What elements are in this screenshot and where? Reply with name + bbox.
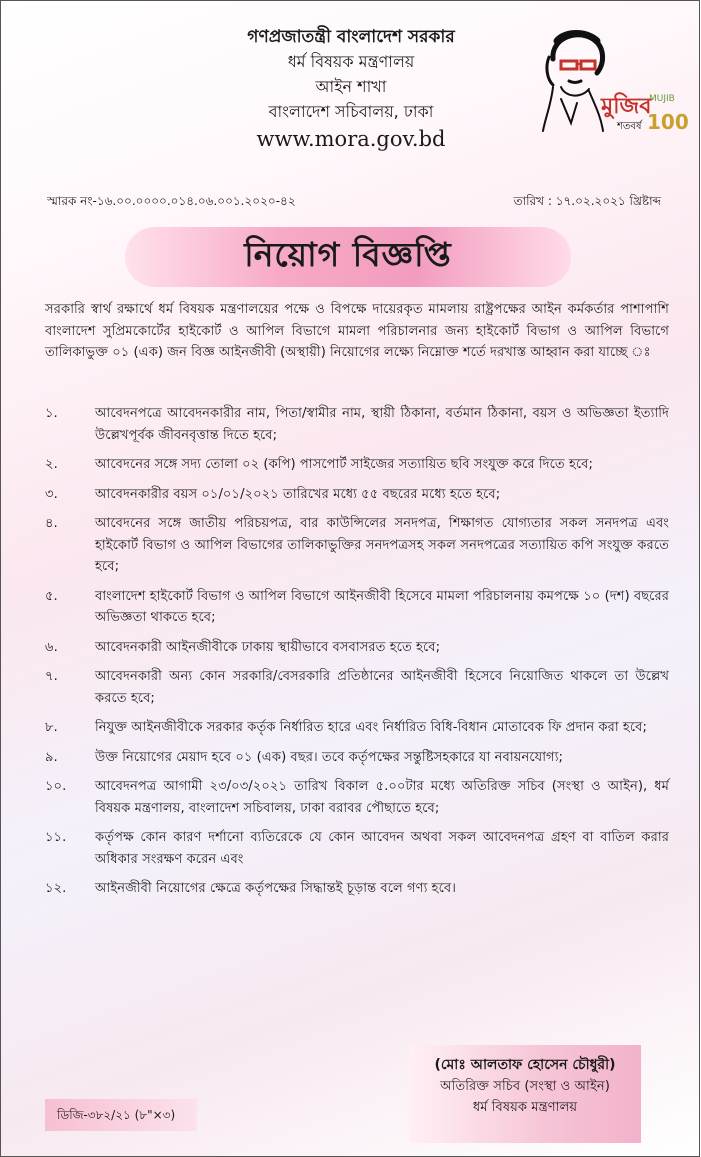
signature-block bbox=[409, 1055, 641, 1118]
condition-item bbox=[45, 403, 669, 446]
conditions-list bbox=[45, 403, 669, 908]
condition-item bbox=[45, 747, 669, 769]
condition-number: ৬. bbox=[45, 639, 58, 655]
condition-item bbox=[45, 586, 669, 629]
condition-text: আবেদনকারী অন্য কোন সরকারি/বেসরকারি প্রতিষ্ঠানের আইনজীবী হিসেবে নিয়োজিত থাকলে তা উল্লেখ করতে হবে; bbox=[95, 669, 669, 706]
condition-item bbox=[45, 666, 669, 709]
government-name: গণপ্রজাতন্ত্রী বাংলাদেশ সরকার bbox=[247, 27, 455, 47]
condition-text: আবেদনকারী আইনজীবীকে ঢাকায় স্থায়ীভাবে বসবাসরত হতে হবে; bbox=[95, 639, 441, 655]
mujib-100-logo bbox=[531, 27, 689, 137]
logo-number-text: 100 bbox=[647, 110, 689, 134]
condition-number: ৪. bbox=[45, 516, 58, 531]
condition-item bbox=[45, 454, 669, 476]
notice-title: নিয়োগ বিজ্ঞপ্তি bbox=[244, 235, 452, 274]
condition-text: আইনজীবী নিয়োগের ক্ষেত্রে কর্তৃপক্ষের সিদ্ধান্তই চূড়ান্ত বলে গণ্য হবে। bbox=[95, 881, 456, 896]
condition-number: ৯. bbox=[45, 749, 58, 765]
condition-item bbox=[45, 878, 669, 900]
condition-text: নিযুক্ত আইনজীবীকে সরকার কর্তৃক নির্ধারিত হারে এবং নির্ধারিত বিধি-বিধান মোতাবেক ফি প্রদান করা হবে; bbox=[95, 720, 647, 735]
condition-text: আবেদনের সঙ্গে সদ্য তোলা ০২ (কপি) পাসপোর্ট সাইজের সত্যায়িত ছবি সংযুক্ত করে দিতে হবে; bbox=[95, 457, 593, 472]
condition-item bbox=[45, 484, 669, 506]
condition-item bbox=[45, 513, 669, 578]
condition-number: ৮. bbox=[45, 720, 58, 735]
logo-sub-text: শতবর্ষ bbox=[617, 121, 642, 132]
dfp-code: ডিজি-৩৮২/২১ (৮"×৩) bbox=[45, 1099, 197, 1131]
ministry-name: ধর্ম বিষয়ক মন্ত্রণালয় bbox=[287, 52, 415, 71]
condition-number: ৭. bbox=[45, 669, 58, 684]
condition-item bbox=[45, 827, 669, 870]
title-banner bbox=[125, 227, 571, 287]
logo-bangla-text: মুজিব bbox=[601, 94, 652, 119]
condition-text: উক্ত নিয়োগের মেয়াদ হবে ০১ (এক) বছর। তবে কর্তৃপক্ষের সন্তুষ্টিসহকারে যা নবায়নযোগ্য; bbox=[95, 749, 563, 765]
section-name: আইন শাখা bbox=[315, 77, 387, 96]
condition-item bbox=[45, 776, 669, 819]
condition-text: কর্তৃপক্ষ কোন কারণ দর্শানো ব্যতিরেকে যে কোন আবেদন অথবা সকল আবেদনপত্র গ্রহণ বা বাতিল করার অধিকার সংরক্ষণ করেন এবং bbox=[95, 830, 669, 867]
memo-date: তারিখ : ১৭.০২.২০২১ খ্রিষ্টাব্দ bbox=[513, 194, 661, 208]
condition-number: ১. bbox=[45, 406, 58, 421]
condition-text: আবেদনের সঙ্গে জাতীয় পরিচয়পত্র, বার কাউন্সিলের সনদপত্র, শিক্ষাগত যোগ্যতার সকল সনদপত্র এবং হাইকোর্ট বিভাগ ও আপিল বিভাগের তালিকাভুক্তির সনদপত্রসহ সকল সনদপত্রের সত্যায়িত কপি সংযুক্ত করতে হবে; bbox=[95, 516, 669, 574]
condition-text: আবেদনকারীর বয়স ০১/০১/২০২১ তারিখের মধ্যে ৫৫ বছরের মধ্যে হতে হবে; bbox=[95, 486, 501, 502]
memo-row bbox=[47, 193, 661, 213]
condition-number: ৩. bbox=[45, 486, 58, 502]
condition-number: ১০. bbox=[45, 779, 67, 794]
signatory-designation: অতিরিক্ত সচিব (সংস্থা ও আইন) bbox=[440, 1079, 610, 1094]
office-address: বাংলাদেশ সচিবালয়, ঢাকা bbox=[268, 102, 434, 121]
signatory-office: ধর্ম বিষয়ক মন্ত্রণালয় bbox=[472, 1100, 578, 1115]
memo-number: স্মারক নং-১৬.০০.০০০০.০১৪.০৬.০০১.২০২০-৪২ bbox=[47, 194, 296, 208]
condition-number: ১২. bbox=[45, 881, 67, 896]
website-url: www.mora.gov.bd bbox=[256, 127, 446, 151]
condition-text: বাংলাদেশ হাইকোর্ট বিভাগ ও আপিল বিভাগে আইনজীবী হিসেবে মামলা পরিচালনায় কমপক্ষে ১০ (দশ) বছরের অভিজ্ঞতা থাকতে হবে; bbox=[95, 588, 669, 625]
intro-paragraph: সরকারি স্বার্থ রক্ষার্থে ধর্ম বিষয়ক মন্ত্রণালয়ের পক্ষে ও বিপক্ষে দায়েরকৃত মামলায় রাষ্ট্রপক্ষের আইন কর্মকর্তার পাশাপাশি বাংলাদেশ সুপ্রিমকোর্টের হাইকোর্ট ও আপিল বিভাগে মামলা পরিচালনার জন্য হাইকোর্ট বিভাগ ও আপিল বিভাগে তালিকাভুক্ত ০১ (এক) জন বিজ্ঞ আইনজীবী (অস্থায়ী) নিয়োগের লক্ষ্যে নিম্নোক্ত শর্তে দরখাস্ত আহ্বান করা যাচ্ছে ঃ bbox=[45, 302, 669, 360]
condition-number: ১১. bbox=[45, 830, 67, 845]
condition-text: আবেদনপত্র আগামী ২৩/০৩/২০২১ তারিখ বিকাল ৫.০০টার মধ্যে অতিরিক্ত সচিব (সংস্থা ও আইন), ধর্ম বিষয়ক মন্ত্রণালয়, বাংলাদেশ সচিবালয়, ঢাকা বরাবর পৌছাতে হবে; bbox=[95, 779, 669, 816]
condition-item bbox=[45, 637, 669, 659]
portrait-icon bbox=[543, 34, 603, 132]
condition-number: ২. bbox=[45, 457, 58, 472]
condition-text: আবেদনপত্রে আবেদনকারীর নাম, পিতা/স্বামীর নাম, স্থায়ী ঠিকানা, বর্তমান ঠিকানা, বয়স ও অভিজ্ঞতা ইত্যাদি উল্লেখপূর্বক জীবনবৃত্তান্ত দিতে হবে; bbox=[95, 406, 669, 443]
condition-number: ৫. bbox=[45, 588, 58, 604]
condition-item bbox=[45, 717, 669, 739]
signatory-name: (মোঃ আলতাফ হোসেন চৌধুরী) bbox=[434, 1057, 616, 1073]
logo-english-text: MUJIB bbox=[649, 94, 675, 104]
